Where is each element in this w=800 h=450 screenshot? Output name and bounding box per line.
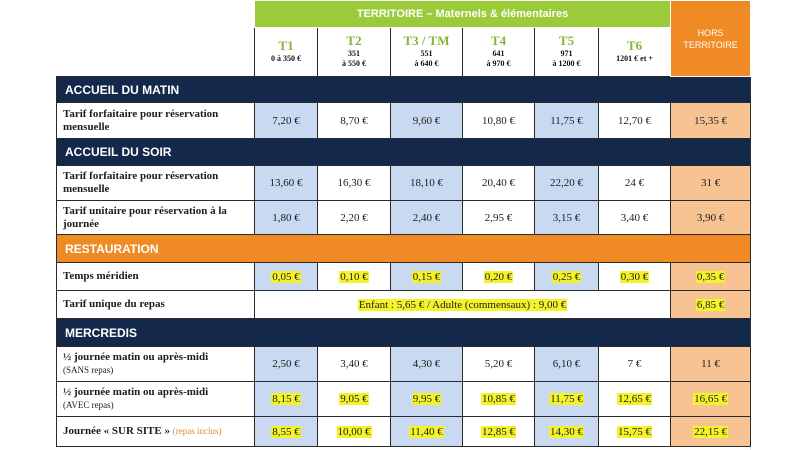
right-margin <box>750 0 800 450</box>
price-cell: 2,50 € <box>255 347 318 382</box>
highlighted-price: 0,25 € <box>552 270 581 283</box>
hors-price-cell: 11 € <box>671 347 751 382</box>
row-label-sub: (SANS repas) <box>63 365 114 375</box>
table-row <box>57 201 751 235</box>
hors-territoire-header <box>671 1 751 77</box>
price-cell: 2,95 € <box>463 201 535 235</box>
tier-range: 1201 € et + <box>616 53 653 63</box>
price-cell <box>599 382 671 417</box>
price-cell: 9,60 € <box>391 103 463 139</box>
table-row <box>57 166 751 201</box>
price-cell <box>255 263 318 291</box>
table-row <box>57 291 751 319</box>
table-row <box>57 417 751 447</box>
repas-price-cell <box>255 291 671 319</box>
hors-line2: TERRITOIRE <box>683 39 738 50</box>
territoire-header: TERRITOIRE – Maternels & élémentaires <box>255 1 671 28</box>
price-cell <box>318 417 391 447</box>
header-blank <box>57 1 255 77</box>
hors-line1: HORS <box>697 27 724 38</box>
tier-name: T2 <box>346 32 362 48</box>
hors-price-cell <box>671 263 751 291</box>
price-cell: 16,30 € <box>318 166 391 201</box>
highlighted-price: 12,65 € <box>618 393 652 405</box>
highlighted-price: 16,65 € <box>694 393 728 405</box>
row-label: Tarif forfaitaire pour réservation mensuelle <box>57 166 255 201</box>
tier-range: 351 <box>348 48 360 58</box>
row-label: Tarif unitaire pour réservation à la journée <box>57 201 255 235</box>
tier-range: 641 <box>492 48 505 58</box>
table-row <box>57 347 751 382</box>
highlighted-price: 8,55 € <box>272 425 300 438</box>
highlighted-price: 11,75 € <box>550 393 583 405</box>
tier-range: 0 à 350 € <box>271 53 301 63</box>
highlighted-price: 14,30 € <box>550 425 583 438</box>
price-cell: 7 € <box>599 347 671 382</box>
highlighted-price: 0,15 € <box>412 270 441 283</box>
tier-range: à 970 € <box>486 58 511 68</box>
section-title-soir: ACCUEIL DU SOIR <box>57 139 751 166</box>
tier-name: T1 <box>278 37 294 53</box>
highlighted-price: 0,30 € <box>620 270 649 283</box>
price-cell <box>599 263 671 291</box>
price-cell: 22,20 € <box>535 166 599 201</box>
price-cell: 2,20 € <box>318 201 391 235</box>
row-label-sub: (repas inclus) <box>172 426 222 436</box>
price-cell <box>463 263 535 291</box>
price-cell: 11,75 € <box>535 103 599 139</box>
highlighted-price: 0,35 € <box>696 270 725 283</box>
tier-range: à 1200 € <box>552 58 581 68</box>
price-cell <box>535 263 599 291</box>
hors-price-cell <box>671 417 751 447</box>
highlighted-price: 9,95 € <box>412 393 441 405</box>
price-cell <box>463 382 535 417</box>
highlighted-price: 8,15 € <box>272 393 300 405</box>
tier-header-t3 <box>391 28 463 77</box>
price-cell <box>463 417 535 447</box>
row-label <box>57 347 255 382</box>
hors-price-cell: 3,90 € <box>671 201 751 235</box>
price-cell: 13,60 € <box>255 166 318 201</box>
price-cell <box>391 263 463 291</box>
price-cell: 4,30 € <box>391 347 463 382</box>
price-cell: 10,80 € <box>463 103 535 139</box>
highlighted-price: 10,00 € <box>337 425 371 438</box>
price-cell <box>255 417 318 447</box>
price-cell <box>318 263 391 291</box>
row-label <box>57 417 255 447</box>
tier-name: T5 <box>558 32 575 48</box>
row-label: Temps méridien <box>57 263 255 291</box>
price-cell: 2,40 € <box>391 201 463 235</box>
price-cell: 12,70 € <box>599 103 671 139</box>
hors-price-cell <box>671 382 751 417</box>
section-title-restauration: RESTAURATION <box>57 235 751 263</box>
price-cell: 3,15 € <box>535 201 599 235</box>
price-cell: 7,20 € <box>255 103 318 139</box>
row-label-main: ½ journée matin ou après-midi <box>63 351 209 363</box>
price-cell <box>391 382 463 417</box>
tier-header-t4 <box>463 28 535 77</box>
hors-price-cell <box>671 291 751 319</box>
price-cell: 24 € <box>599 166 671 201</box>
price-cell: 1,80 € <box>255 201 318 235</box>
highlighted-price: 0,20 € <box>484 270 513 283</box>
section-title-matin: ACCUEIL DU MATIN <box>57 77 751 103</box>
highlighted-price: 0,10 € <box>340 270 368 283</box>
highlighted-price: 12,85 € <box>482 425 515 438</box>
tier-name: T3 / TM <box>403 32 450 48</box>
price-cell: 8,70 € <box>318 103 391 139</box>
tier-name: T4 <box>490 32 507 48</box>
tier-range: à 640 € <box>414 58 439 68</box>
price-cell: 3,40 € <box>318 347 391 382</box>
hors-price-cell: 31 € <box>671 166 751 201</box>
tier-range: 551 <box>420 48 433 58</box>
highlighted-price: 6,85 € <box>696 298 725 311</box>
highlighted-price: 9,05 € <box>340 393 368 405</box>
tier-header-t2 <box>318 28 391 77</box>
price-cell <box>391 417 463 447</box>
left-margin <box>0 0 56 450</box>
tier-header-t5 <box>535 28 599 77</box>
highlighted-price: 22,15 € <box>694 425 728 438</box>
price-cell <box>535 382 599 417</box>
price-cell: 20,40 € <box>463 166 535 201</box>
row-label-sub: (AVEC repas) <box>63 400 114 410</box>
price-cell <box>318 382 391 417</box>
price-cell: 6,10 € <box>535 347 599 382</box>
tier-header-t1 <box>255 28 318 77</box>
tarifs-table <box>56 0 751 447</box>
row-label: Tarif forfaitaire pour réservation mensuelle <box>57 103 255 139</box>
row-label-main: ½ journée matin ou après-midi <box>63 386 209 398</box>
price-cell: 5,20 € <box>463 347 535 382</box>
hors-price-cell: 15,35 € <box>671 103 751 139</box>
price-cell <box>535 417 599 447</box>
tier-header-t6 <box>599 28 671 77</box>
tier-range: à 550 € <box>342 58 366 68</box>
price-cell <box>255 382 318 417</box>
table-row <box>57 382 751 417</box>
price-cell: 18,10 € <box>391 166 463 201</box>
row-label: Tarif unique du repas <box>57 291 255 319</box>
price-cell <box>599 417 671 447</box>
row-label <box>57 382 255 417</box>
highlighted-price: Enfant : 5,65 € / Adulte (commensaux) : 9,00 € <box>358 298 567 311</box>
tier-range: 971 <box>560 48 573 58</box>
tier-name: T6 <box>626 37 643 53</box>
table-row <box>57 263 751 291</box>
price-cell: 3,40 € <box>599 201 671 235</box>
section-title-mercredis: MERCREDIS <box>57 319 751 347</box>
highlighted-price: 15,75 € <box>618 425 652 438</box>
highlighted-price: 10,85 € <box>482 393 515 405</box>
table-row <box>57 103 751 139</box>
highlighted-price: 0,05 € <box>272 270 300 283</box>
row-label-main: Journée « SUR SITE » <box>63 425 170 437</box>
highlighted-price: 11,40 € <box>410 425 443 438</box>
